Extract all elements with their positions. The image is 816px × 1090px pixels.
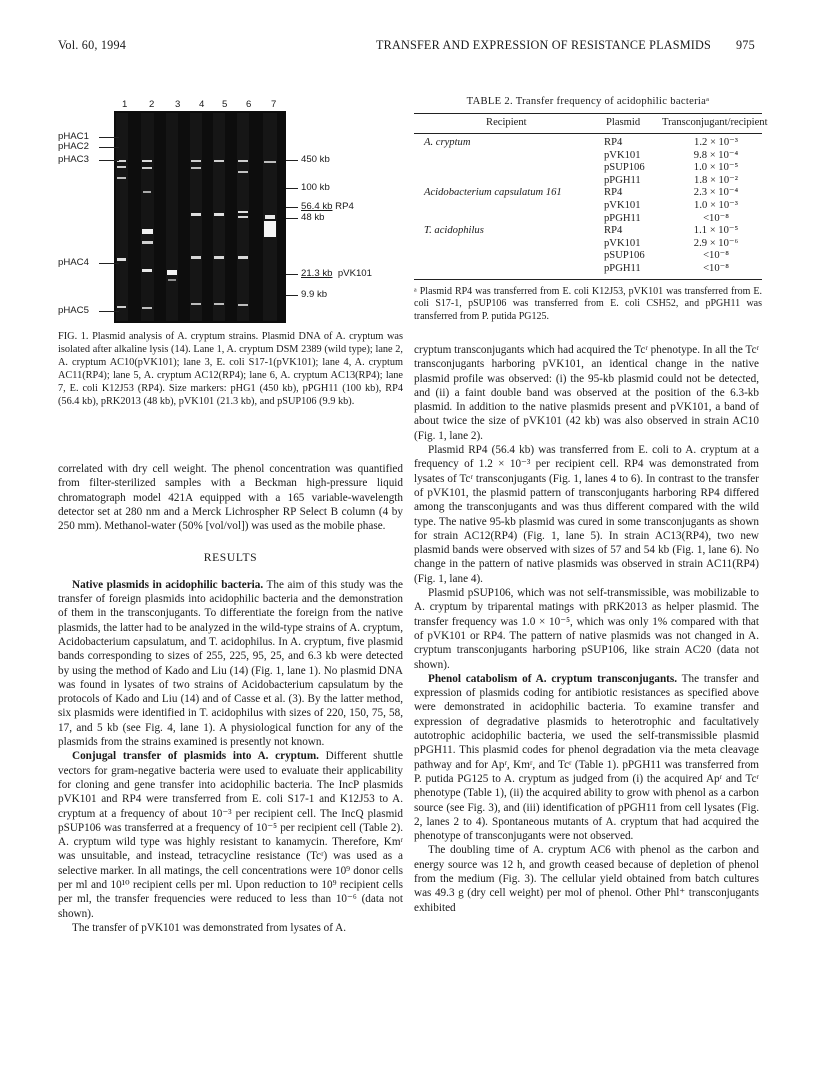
paragraph: The doubling time of A. cryptum AC6 with phenol as the carbon and energy source was 12 h, and growth ceased because of depletion of phenol from the medium (Fig. 3). The cellular yield obtained from batch cultures was 49.3 g (dry cell weight) per mol of phenol. Other Phl⁺ transconjugants exhibited: [414, 844, 759, 914]
plasmid-cell: pVK101: [604, 149, 641, 161]
plasmid-cell: RP4: [604, 187, 623, 199]
figure-1-caption: FIG. 1. Plasmid analysis of A. cryptum strains. Plasmid DNA of A. cryptum was isolated after alkaline lysis (14). Lane 1, A. cryptum DSM 2389 (wild type); lane 2, A. cryptum AC10(pVK101); lane 3, E. coli S17-1(pVK101); lane 4, A. cryptum AC11(RP4); lane 5, A. cryptum AC12(RP4); lane 6, A. cryptum AC13(RP4); lane 7, E. coli K12J53 (RP4). Size markers: pHG1 (450 kb), pPGH11 (100 kb), RP4 (56.4 kb), pRK2013 (48 kb), pVK101 (21.3 kb), and pSUP106 (9.9 kb).: [58, 331, 403, 408]
pointer-line: [286, 160, 298, 161]
frequency-cell: <10⁻⁸: [703, 212, 729, 224]
conjugal-transfer-paragraph: Conjugal transfer of plasmids into A. cryptum. Different shuttle vectors for gram-negative bacteria were used to evaluate their applicability for cloning and gene transfer into acidophilic bacteria. The IncP plasmids pVK101 and RP4 were transferred from E. coli S17-1 and K12J53 to A. cryptum at a frequency of about 10⁻³ per recipient cell. The IncQ plasmid pSUP106 was transferred at a frequency of 10⁻⁵ per recipient cell (Table 2). A. cryptum wild type was highly resistant to kanamycin. Therefore, Kmʳ was unsuitable, and instead, tetracycline resistance (Tcʳ) was used as a selective marker. In all matings, the cell concentrations were 10⁹ donor cells per ml and 10¹⁰ recipient cells per ml. Upon reduction to 10⁹ recipient cells per ml, the transfer frequencies were reduced to less than 10⁻⁶ (data not shown).: [58, 750, 403, 920]
recipient-cell: [414, 150, 586, 163]
table-row: [414, 263, 762, 276]
pointer-line: [99, 160, 119, 161]
pointer-line: [286, 295, 298, 296]
recipient-cell: [414, 162, 586, 175]
pointer-line: [286, 188, 298, 189]
table-title: TABLE 2. Transfer frequency of acidophilic bacteriaᵃ: [466, 96, 710, 107]
column-header: Recipient: [486, 117, 527, 128]
lane-number: 5: [222, 99, 228, 110]
table-row: [414, 250, 762, 263]
plasmid-cell: RP4: [604, 137, 623, 148]
pointer-line: [99, 147, 119, 148]
left-column: [58, 462, 403, 935]
recipient-cell: T. acidophilus: [424, 225, 484, 237]
size-marker-label: 9.9 kb: [301, 289, 328, 300]
frequency-cell: 1.2 × 10⁻³: [694, 137, 738, 148]
pointer-line: [286, 274, 298, 275]
plasmid-cell: pPGH11: [604, 262, 641, 274]
plasmid-label: pHAC2: [58, 141, 89, 152]
lane-number: 2: [149, 99, 155, 110]
table-row: [414, 137, 762, 150]
lane-number: 4: [199, 99, 205, 110]
table-footnote: ᵃ Plasmid RP4 was transferred from E. coli K12J53, pVK101 was transferred from E. coli S17-1, pSUP106 was transferred from E. coli CSH52, and pPGH11 was transferred from P. putida PG125.: [414, 285, 762, 323]
lane-number: 7: [271, 99, 277, 110]
frequency-cell: 2.3 × 10⁻⁴: [693, 187, 739, 199]
recipient-cell: [414, 238, 586, 251]
frequency-cell: <10⁻⁸: [703, 262, 729, 274]
frequency-cell: 1.8 × 10⁻²: [694, 174, 738, 186]
pointer-line: [99, 311, 119, 312]
table-body: [414, 137, 762, 276]
pointer-line: [286, 207, 298, 208]
paragraph: The transfer of pVK101 was demonstrated from lysates of A.: [72, 921, 347, 934]
lane-number: 1: [122, 99, 128, 110]
recipient-cell: Acidobacterium capsulatum 161: [424, 187, 562, 199]
frequency-cell: 9.8 × 10⁻⁴: [693, 149, 739, 161]
journal-volume: Vol. 60, 1994: [58, 38, 127, 52]
recipient-cell: [414, 175, 586, 188]
plasmid-cell: pVK101: [604, 237, 641, 249]
size-marker-label: 48 kb: [301, 212, 325, 223]
recipient-cell: A. cryptum: [424, 137, 471, 148]
frequency-cell: 1.0 × 10⁻³: [694, 199, 738, 211]
page-number: 975: [736, 38, 755, 52]
table-header-row: [414, 113, 768, 134]
right-column: [414, 343, 759, 915]
lane-number: 3: [175, 99, 181, 110]
table-row: [414, 187, 762, 200]
size-marker-label: 100 kb: [301, 182, 330, 193]
plasmid-cell: RP4: [604, 225, 623, 237]
size-marker-label: 56.4 kb RP4: [301, 201, 354, 212]
size-marker-label: 21.3 kb pVK101: [301, 268, 372, 279]
running-title: TRANSFER AND EXPRESSION OF RESISTANCE PLASMIDS: [376, 38, 711, 52]
column-header: Transconjugant/recipient: [662, 117, 768, 128]
plasmid-cell: pSUP106: [604, 162, 645, 174]
plasmid-label: pHAC5: [58, 305, 89, 316]
pointer-line: [99, 137, 119, 138]
section-title: Phenol catabolism of A. cryptum transconjugants.: [428, 672, 678, 685]
frequency-cell: 1.0 × 10⁻⁵: [693, 162, 739, 174]
table-row: [414, 213, 762, 226]
plasmid-cell: pSUP106: [604, 250, 645, 262]
table-row: [414, 200, 762, 213]
native-plasmids-paragraph: Native plasmids in acidophilic bacteria. The aim of this study was the transfer of foreign plasmids into acidophilic bacteria and the demonstration of them in the transconjugants. To differentiate the foreign from the native plasmids, the latter had to be analyzed in the wild-type strains of A. cryptum, Acidobacterium capsulatum, and T. acidophilus. In A. cryptum, five plasmid bands corresponding to sizes of 255, 225, 95, 25, and 6.3 kb were detected by using the method of Kado and Liu (14) (Fig. 1, lane 1). No plasmid DNA was found in lysates of two strains of Acidobacterium capsulatum by the protocols of Kado and Liu (14) and of Casse et al. (3). By the latter method, six plasmids were identified in T. acidophilus with sizes of 220, 150, 75, 58, 17, and 5 kb (see Fig. 4, lane 1). A physiological function for any of the plasmids from the strains examined is presently not known.: [58, 578, 403, 749]
table-row: [414, 162, 762, 175]
table-row: [414, 225, 762, 238]
pointer-line: [286, 218, 298, 219]
column-header: Plasmid: [606, 117, 641, 128]
paragraph: Plasmid pSUP106, which was not self-transmissible, was mobilizable to A. cryptum by triparental matings with pRK2013 as helper plasmid. The transfer frequency was 1.0 × 10⁻⁵, which was only 1% compared with that of pVK101 or RP4. The pattern of native plasmids was not changed in A. cryptum transconjugants harboring pSUP106, like strain AC20 (data not shown).: [414, 587, 759, 671]
table-row: [414, 238, 762, 251]
table-row: [414, 150, 762, 163]
plasmid-label: pHAC1: [58, 131, 89, 142]
paragraph: Plasmid RP4 (56.4 kb) was transferred from E. coli to A. cryptum at a frequency of 1.2 × 10⁻³ per recipient cell. RP4 was demonstrated from lysates of Tcʳ transconjugants (Fig. 1, lanes 4 to 6). In contrast to the transfer of pVK101, the plasmid pattern of transconjugants harboring RP4 differed among the transconjugants and was thus different compared with the wild type. The native 95-kb plasmid was cured in some transconjugants as shown for strain AC12(RP4) (Fig. 1, lane 5). In strain AC13(RP4), two new plasmid bands were observed with sizes of 57 and 54 kb (Fig. 1, lane 6). No change in the pattern of native plasmids was observed in strain AC11(RP4) (Fig. 1, lane 4).: [414, 444, 759, 585]
recipient-cell: [414, 250, 586, 263]
phenol-catabolism-paragraph: Phenol catabolism of A. cryptum transconjugants. The transfer and expression of plasmids coding for antibiotic resistances as specified above were demonstrated in acidophilic bacteria. To examine transfer and expression of degradative plasmids to heterotrophic and facultatively autotrophic acidophilic bacteria, we used the self-transmissible plasmid pPGH11. This plasmid codes for phenol degradation via the meta cleavage pathway and for Apʳ, Kmʳ, and Tcʳ (Table 1). pPGH11 was transferred from P. putida PG125 to A. cryptum as judged from (i) the acquired Apʳ and Tcʳ phenotype (Table 1), (ii) the acquired ability to grow with phenol as a carbon source (see Fig. 3), and (iii) identification of pPGH11 from cell lysates (Fig. 2, lanes 2 to 4). Spontaneous mutants of A. cryptum that had acquired the phenotype of transconjugants were not observed.: [414, 672, 760, 843]
recipient-cell: [414, 213, 586, 226]
plasmid-label: pHAC3: [58, 154, 89, 165]
table-2: [414, 96, 768, 324]
table-rule: [414, 279, 762, 280]
plasmid-cell: pPGH11: [604, 174, 641, 186]
table-row: [414, 175, 762, 188]
plasmid-cell: pPGH11: [604, 212, 641, 224]
size-marker-label: 450 kb: [301, 154, 330, 165]
section-title: Conjugal transfer of plasmids into A. cryptum.: [72, 750, 319, 763]
frequency-cell: 2.9 × 10⁻⁶: [693, 237, 739, 249]
methods-paragraph: correlated with dry cell weight. The phenol concentration was quantified from filter-sterilized samples with a Beckman high-pressure liquid chromatograph model 421A equipped with a 165 variable-wavelength detector set at 280 nm and a Merck Lichrospher RP Select B column (4 by 250 mm). Methanol-water (50% [vol/vol]) was used as the mobile phase.: [58, 463, 403, 533]
figure-1: [58, 96, 403, 326]
section-title: Native plasmids in acidophilic bacteria.: [72, 578, 264, 591]
recipient-cell: [414, 263, 586, 276]
frequency-cell: <10⁻⁸: [703, 250, 729, 262]
plasmid-label: pHAC4: [58, 257, 89, 268]
frequency-cell: 1.1 × 10⁻⁵: [693, 225, 739, 237]
pointer-line: [99, 263, 119, 264]
lane-number: 6: [246, 99, 252, 110]
paragraph: cryptum transconjugants which had acquired the Tcʳ phenotype. In all the Tcʳ transconjugants harboring pVK101, an identical change in the native plasmid profile was observed: (i) the 95-kb plasmid could not be detected, and (ii) a faint double band was observed at the position of the 6.3-kb plasmid. In addition to the native plasmids present and pVK101, a band of about twice the size of pVK101 (42 kb) was also observed in strain AC10 (Fig. 1, lane 2).: [414, 344, 759, 442]
plasmid-cell: pVK101: [604, 199, 641, 211]
results-heading: RESULTS: [203, 551, 258, 565]
gel-electrophoresis-image: [114, 111, 286, 323]
recipient-cell: [414, 200, 586, 213]
